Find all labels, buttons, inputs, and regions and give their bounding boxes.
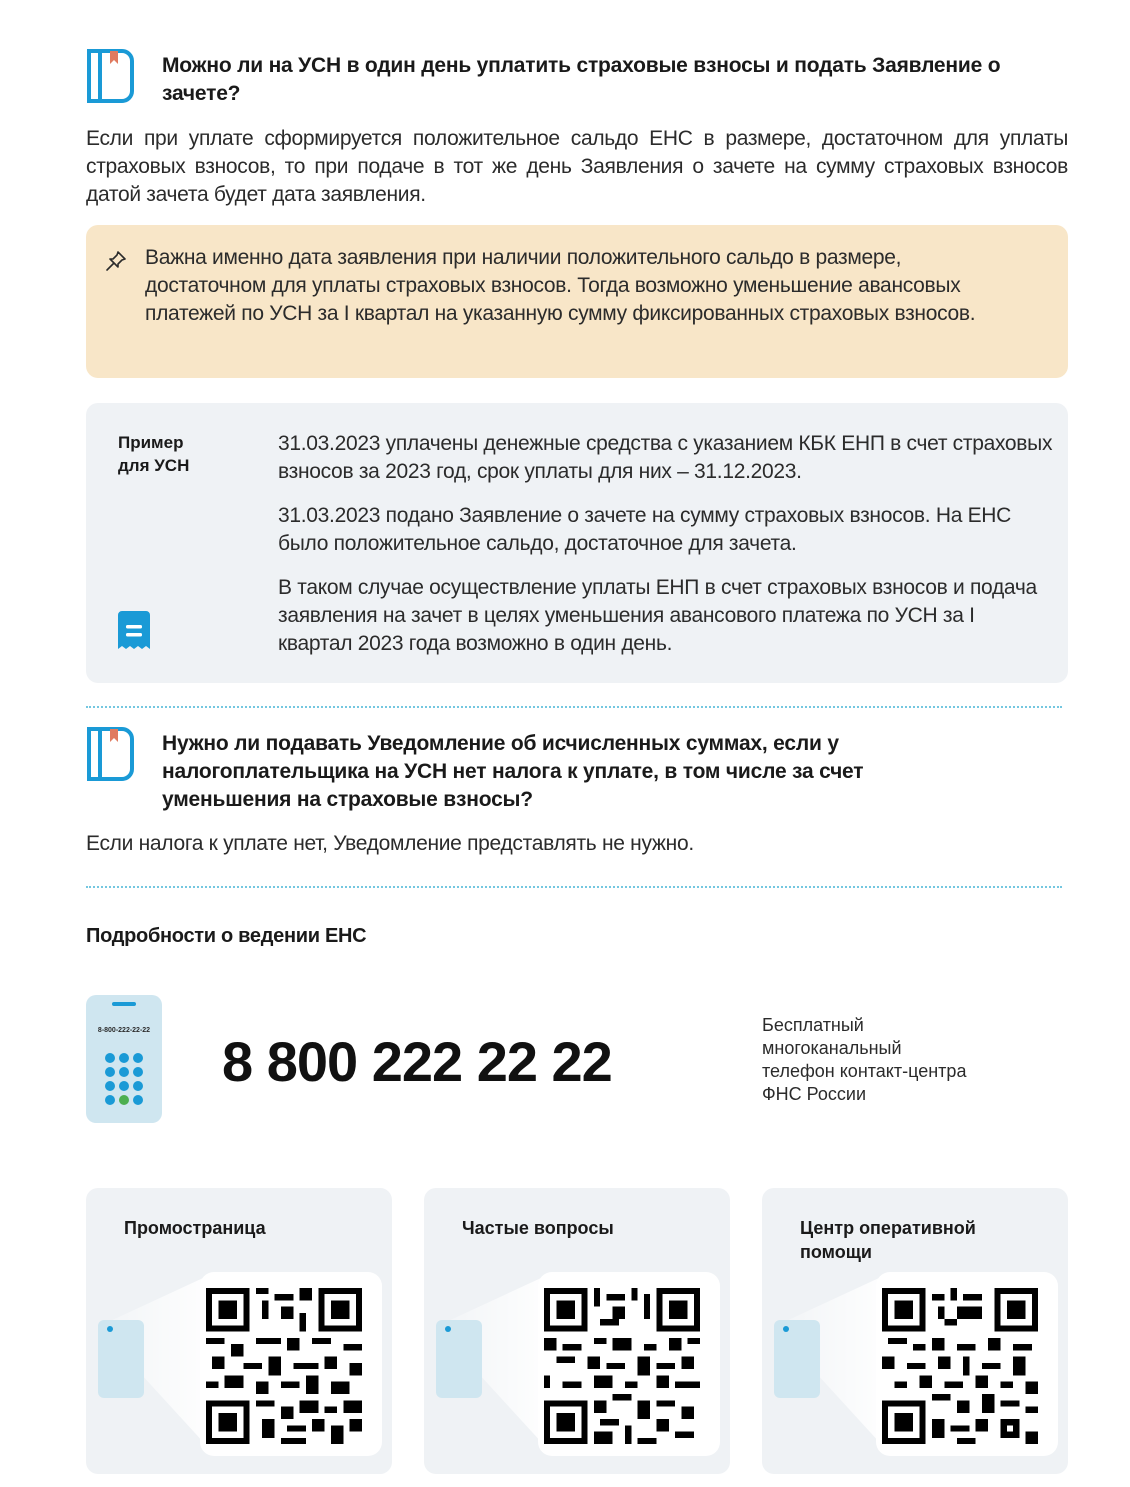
divider [86,886,1062,888]
book-icon [86,726,136,782]
example-paragraph: 31.03.2023 подано Заявление о зачете на сумму страховых взносов. На ЕНС было положительное сальдо, достаточное для зачета. [278,504,1012,555]
book-icon [86,48,136,104]
phone-desc-line: телефон контакт-центра [762,1061,967,1081]
divider [86,706,1062,708]
question-1-title: Можно ли на УСН в один день уплатить страховые взносы и подать Заявление о зачете? [162,54,1001,105]
qr-code-icon[interactable] [544,1288,700,1444]
phone-icon [86,995,162,1123]
example-label-line2: для УСН [118,456,190,475]
question-1-answer: Если при уплате сформируется положительное сальдо ЕНС в размере, достаточном для уплаты страховых взносов, то при подаче в тот же день Заявления о зачете на сумму страховых взносов датой зачета будет дата заявления. [86,127,1068,206]
question-2 [86,730,1068,814]
question-2-title: Нужно ли подавать Уведомление об исчисленных суммах, если у налогоплательщика на УСН нет налога к уплате, в том числе за счет уменьшения на страховые взносы? [162,732,864,811]
note-text: Важна именно дата заявления при наличии положительного сальдо в размере, достаточном для уплаты страховых взносов. Тогда возможно уменьшение авансовых платежей по УСН за I квартал на указанную сумму фиксированных страховых взносов. [145,246,976,325]
example-paragraph: 31.03.2023 уплачены денежные средства с указанием КБК ЕНП в счет страховых взносов за 2023 год, срок уплаты для них – 31.12.2023. [278,432,1053,483]
qr-code-icon[interactable] [882,1288,1038,1444]
qr-card-help-center[interactable] [762,1188,1068,1474]
example-label-line1: Пример [118,433,184,452]
section-title: Подробности о ведении ЕНС [86,925,367,947]
example-paragraphs [278,430,1053,674]
qr-card-title: Частые вопросы [462,1218,614,1238]
question-1 [86,52,1068,108]
important-note [86,225,1068,378]
example-paragraph: В таком случае осуществление уплаты ЕНП в счет страховых взносов и подача заявления на зачет в целях уменьшения авансового платежа по УСН за I квартал 2023 года возможно в один день. [278,576,1037,655]
question-2-answer: Если налога к уплате нет, Уведомление представлять не нужно. [86,832,694,855]
pin-icon [105,250,127,272]
phone-desc-line: многоканальный [762,1038,902,1058]
example-label [118,431,189,477]
phone-desc-line: ФНС России [762,1084,867,1104]
phone-description [762,1014,966,1106]
qr-card-title: Промостраница [124,1218,266,1238]
example-card [86,403,1068,683]
qr-card-title: Центр оперативной помощи [800,1218,976,1262]
qr-card-promo[interactable] [86,1188,392,1474]
qr-code-icon[interactable] [206,1288,362,1444]
phone-number[interactable]: 8 800 222 22 22 [222,1030,612,1093]
phone-desc-line: Бесплатный [762,1015,864,1035]
qr-card-faq[interactable] [424,1188,730,1474]
receipt-icon [118,611,150,651]
phone-icon-text: 8-800-222-22-22 [97,1027,151,1034]
